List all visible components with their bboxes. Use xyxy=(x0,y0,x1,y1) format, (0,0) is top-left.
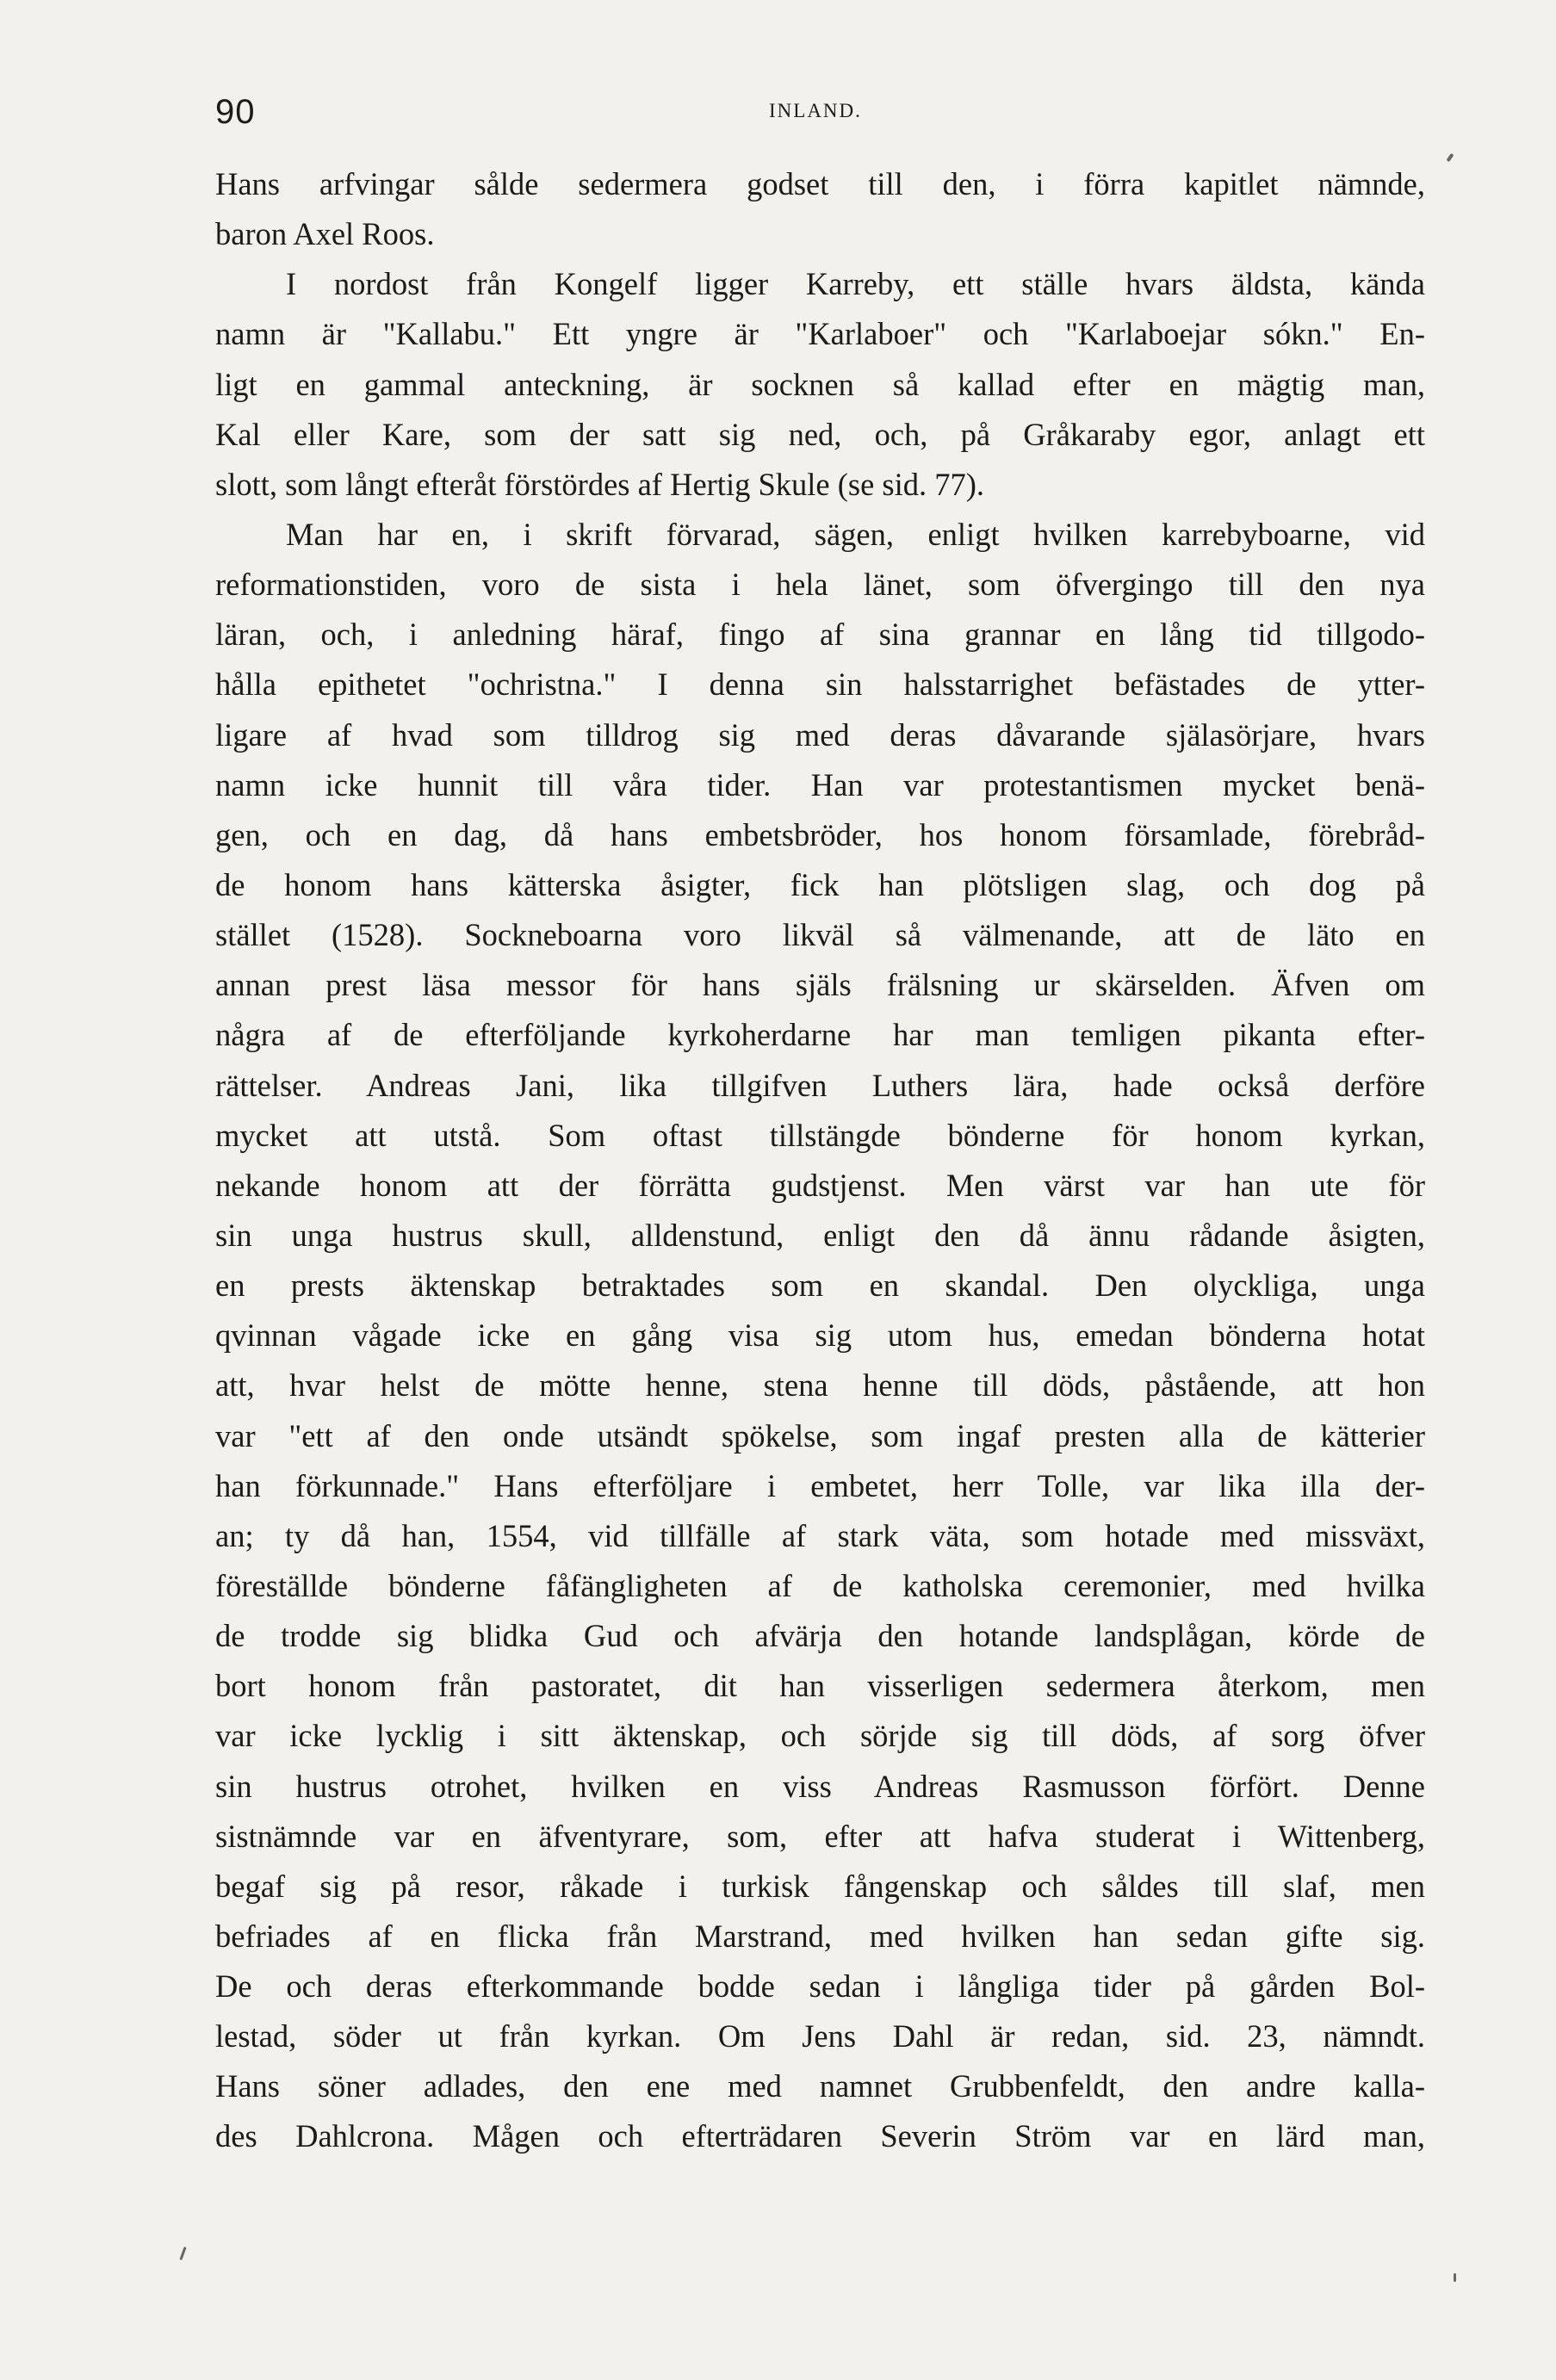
text-line xyxy=(215,1962,1425,2011)
text-line-content: slott, som långt efteråt förstördes af Hertig Skule (se sid. 77). xyxy=(215,466,985,502)
text-line xyxy=(215,360,1425,410)
text-line-content: Hans söner adlades, den ene med namnet Grubbenfeldt, den andre kalla- xyxy=(215,2068,1425,2104)
text-line-content: Kal eller Kare, som der satt sig ned, och, på Gråkaraby egor, anlagt ett xyxy=(215,416,1425,452)
text-line xyxy=(215,1561,1425,1611)
print-speck xyxy=(1446,153,1454,162)
text-line-content: att, hvar helst de mötte henne, stena henne till döds, påstående, att hon xyxy=(215,1367,1425,1404)
text-line xyxy=(215,860,1425,910)
text-line-content: föreställde bönderne fåfängligheten af de katholska ceremonier, med hvilka xyxy=(215,1567,1425,1603)
text-line xyxy=(215,560,1425,610)
text-line xyxy=(215,460,1425,510)
text-line-content: sin unga hustrus skull, alldenstund, enligt den då ännu rådande åsigten, xyxy=(215,1217,1425,1253)
text-line-content: några af de efterföljande kyrkoherdarne har man temligen pikanta efter- xyxy=(215,1017,1425,1053)
text-line-content: han förkunnade." Hans efterföljare i embetet, herr Tolle, var lika illa der- xyxy=(215,1467,1425,1503)
text-line-content: befriades af en flicka från Marstrand, med hvilken han sedan gifte sig. xyxy=(215,1918,1425,1954)
text-line-content: stället (1528). Sockneboarna voro likväl så välmenande, att de läto en xyxy=(215,917,1425,953)
text-line-content: reformationstiden, voro de sista i hela länet, som öfvergingo till den nya xyxy=(215,567,1425,603)
text-line xyxy=(215,1111,1425,1161)
text-line-content: namn icke hunnit till våra tider. Han var protestantismen mycket benä- xyxy=(215,766,1425,803)
text-line xyxy=(215,1261,1425,1311)
text-line-content: an; ty då han, 1554, vid tillfälle af stark väta, som hotade med missväxt, xyxy=(215,1517,1425,1553)
text-line xyxy=(215,1010,1425,1060)
text-line-content: Hans arfvingar sålde sedermera godset till den, i förra kapitlet nämnde, xyxy=(215,166,1425,201)
text-line xyxy=(215,1061,1425,1111)
text-line-content: de trodde sig blidka Gud och afvärja den hotande landsplågan, körde de xyxy=(215,1618,1425,1654)
print-speck xyxy=(1454,2273,1456,2282)
running-head: INLAND. xyxy=(769,100,862,121)
text-line-content: sin hustrus otrohet, hvilken en viss Andreas Rasmusson förfört. Denne xyxy=(215,1768,1425,1804)
text-line-content: hålla epithetet "ochristna." I denna sin halsstarrighet befästades de ytter- xyxy=(215,666,1425,703)
text-line xyxy=(215,410,1425,460)
body-text xyxy=(215,159,1425,2162)
text-line xyxy=(215,159,1425,209)
text-line xyxy=(215,610,1425,660)
text-line-content: nekande honom att der förrätta gudstjenst. Men värst var han ute för xyxy=(215,1167,1425,1203)
text-line xyxy=(215,510,1425,560)
text-line-content: mycket att utstå. Som oftast tillstängde bönderne för honom kyrkan, xyxy=(215,1117,1425,1153)
text-line-content: des Dahlcrona. Mågen och efterträdaren Severin Ström var en lärd man, xyxy=(215,2118,1425,2154)
text-line-content: annan prest läsa messor för hans själs frälsning ur skärselden. Äfven om xyxy=(215,967,1425,1003)
text-line-content: ligare af hvad som tilldrog sig med deras dåvarande själasörjare, hvars xyxy=(215,716,1425,753)
text-line-content: begaf sig på resor, råkade i turkisk fångenskap och såldes till slaf, men xyxy=(215,1868,1425,1904)
text-line xyxy=(215,1912,1425,1962)
text-line-content: bort honom från pastoratet, dit han visserligen sedermera återkom, men xyxy=(215,1668,1425,1704)
text-line xyxy=(215,309,1425,359)
text-line-content: rättelser. Andreas Jani, lika tillgifven Luthers lära, hade också derföre xyxy=(215,1067,1425,1103)
text-line-content: lestad, söder ut från kyrkan. Om Jens Dahl är redan, sid. 23, nämndt. xyxy=(215,2018,1425,2055)
text-line xyxy=(215,1762,1425,1812)
text-line xyxy=(215,1461,1425,1511)
text-line xyxy=(215,1862,1425,1912)
text-line xyxy=(215,910,1425,960)
text-line-content: läran, och, i anledning häraf, fingo af sina grannar en lång tid tillgodo- xyxy=(215,617,1425,653)
text-line xyxy=(215,1360,1425,1410)
text-line xyxy=(215,1161,1425,1211)
text-line xyxy=(215,1711,1425,1761)
text-line-content: de honom hans kätterska åsigter, fick han plötsligen slag, och dog på xyxy=(215,866,1425,902)
text-line xyxy=(215,760,1425,810)
text-line-content: qvinnan vågade icke en gång visa sig utom hus, emedan bönderna hotat xyxy=(215,1317,1425,1354)
text-line-content: sistnämnde var en äfventyrare, som, efter att hafva studerat i Wittenberg, xyxy=(215,1818,1425,1854)
text-line xyxy=(215,2011,1425,2061)
text-line xyxy=(215,2061,1425,2111)
print-speck xyxy=(179,2247,186,2260)
text-line xyxy=(215,1812,1425,1862)
text-line xyxy=(215,1611,1425,1661)
text-line-content: I nordost från Kongelf ligger Karreby, ett ställe hvars äldsta, kända xyxy=(286,266,1425,302)
text-line xyxy=(215,1411,1425,1461)
text-line xyxy=(215,1661,1425,1711)
text-line-content: namn är "Kallabu." Ett yngre är "Karlaboer" och "Karlaboejar sókn." En- xyxy=(215,316,1425,352)
text-line xyxy=(215,810,1425,860)
text-line xyxy=(215,1211,1425,1261)
text-line-content: gen, och en dag, då hans embetsbröder, hos honom församlade, förebråd- xyxy=(215,816,1425,852)
text-line xyxy=(215,710,1425,760)
text-line xyxy=(215,209,1425,259)
text-line-content: en prests äktenskap betraktades som en skandal. Den olyckliga, unga xyxy=(215,1267,1425,1304)
page-number: 90 xyxy=(215,93,256,131)
text-line xyxy=(215,1311,1425,1360)
text-line-content: var icke lycklig i sitt äktenskap, och sörjde sig till döds, af sorg öfver xyxy=(215,1718,1425,1754)
text-line xyxy=(215,259,1425,309)
text-line xyxy=(215,2111,1425,2161)
text-line xyxy=(215,960,1425,1010)
text-line-content: ligt en gammal anteckning, är socknen så kallad efter en mägtig man, xyxy=(215,366,1425,402)
text-line-content: baron Axel Roos. xyxy=(215,216,435,252)
text-line xyxy=(215,1511,1425,1561)
text-line xyxy=(215,660,1425,710)
text-line-content: De och deras efterkommande bodde sedan i långliga tider på gården Bol- xyxy=(215,1968,1425,2005)
text-line-content: Man har en, i skrift förvarad, sägen, enligt hvilken karrebyboarne, vid xyxy=(286,516,1425,552)
text-line-content: var "ett af den onde utsändt spökelse, som ingaf presten alla de kätterier xyxy=(215,1417,1425,1453)
